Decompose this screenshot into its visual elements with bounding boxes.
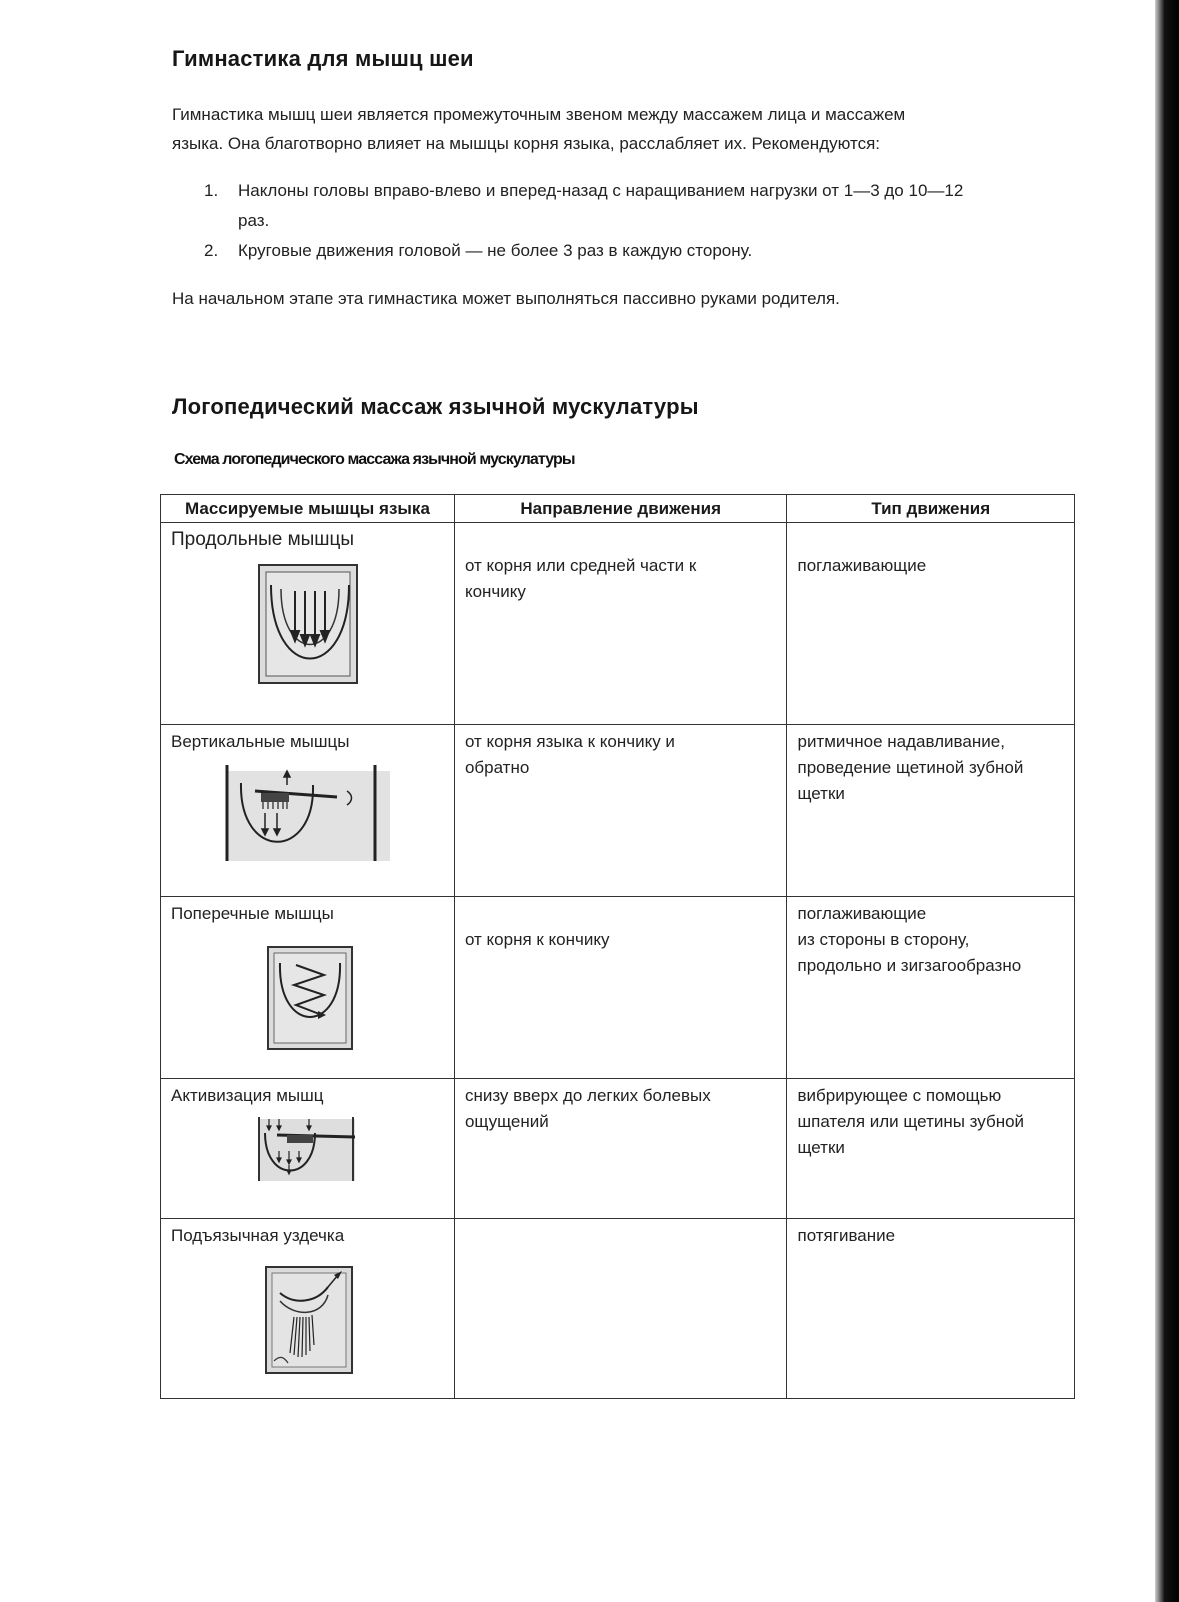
direction-text: снизу вверх до легких болевых [464, 1086, 711, 1105]
type-text: поглаживающие [797, 904, 927, 923]
table-row [161, 725, 1075, 897]
type-text-cont: проведение щетиной зубной [797, 758, 1024, 777]
header-muscles: Массируемые мышцы языка [161, 495, 455, 523]
direction-text: от корня к кончику [464, 930, 610, 949]
type-text-cont: щетки [797, 784, 845, 803]
cell-type [787, 725, 1075, 897]
direction-text-cont: обратно [464, 758, 530, 777]
type-text: вибрирующее с помощью [797, 1086, 1002, 1105]
table-row [161, 897, 1075, 1079]
massage-schema-table [160, 494, 1075, 1399]
type-text: потягивание [797, 1226, 896, 1245]
type-text-cont: шпателя или щетины зубной [797, 1112, 1025, 1131]
cell-direction [454, 897, 787, 1079]
cell-direction-empty [454, 1219, 787, 1399]
muscle-name: Поперечные мышцы [171, 904, 334, 923]
header-direction: Направление движения [454, 495, 787, 523]
cell-direction [454, 1079, 787, 1219]
note-paragraph: На начальном этапе эта гимнастика может выполняться пассивно руками родителя. [172, 289, 840, 308]
list-text: Круговые движения головой — не более 3 раз в каждую сторону. [238, 241, 753, 260]
intro-paragraph [172, 100, 1052, 158]
list-number: 1. [204, 181, 219, 200]
longitudinal-massage-diagram [257, 563, 361, 687]
list-text-cont: раз. [238, 211, 270, 230]
activation-vibration-diagram [257, 1115, 357, 1183]
muscle-name: Продольные мышцы [171, 529, 355, 550]
table-header-row [161, 495, 1075, 523]
type-text-cont: продольно и зигзагообразно [797, 956, 1022, 975]
direction-text-cont: ощущений [464, 1112, 549, 1131]
list-item [172, 176, 1072, 236]
table-caption: Схема логопедического массажа язычной мускулатуры [174, 451, 575, 468]
page-edge-shadow [1155, 0, 1179, 1602]
list-item [172, 236, 1072, 266]
muscle-name: Вертикальные мышцы [171, 732, 350, 751]
table-row [161, 1219, 1075, 1399]
cell-type [787, 897, 1075, 1079]
section-title-tongue: Логопедический массаж язычной мускулатуры [172, 394, 699, 419]
direction-text-cont: кончику [464, 582, 526, 601]
vertical-massage-toothbrush-diagram [225, 765, 391, 863]
cell-type [787, 1219, 1075, 1399]
muscle-name: Активизация мышц [171, 1086, 324, 1105]
exercise-list [172, 176, 1072, 266]
cell-muscle [161, 725, 455, 897]
type-text-cont: щетки [797, 1138, 845, 1157]
table-row [161, 1079, 1075, 1219]
cell-muscle [161, 897, 455, 1079]
cell-muscle [161, 1079, 455, 1219]
cell-muscle [161, 1219, 455, 1399]
cell-muscle [161, 523, 455, 725]
direction-text: от корня или средней части к [464, 556, 697, 575]
header-type: Тип движения [787, 495, 1075, 523]
cell-direction [454, 725, 787, 897]
table-row [161, 523, 1075, 725]
cell-type [787, 523, 1075, 725]
section-title-neck: Гимнастика для мышц шеи [172, 46, 474, 71]
intro-line-2: языка. Она благотворно влияет на мышцы корня языка, расслабляет их. Рекомендуются: [172, 134, 881, 153]
type-text: поглаживающие [797, 556, 927, 575]
transverse-zigzag-diagram [266, 945, 354, 1051]
list-number: 2. [204, 241, 219, 260]
muscle-name: Подъязычная уздечка [171, 1226, 345, 1245]
type-text: ритмичное надавливание, [797, 732, 1005, 751]
frenulum-stretch-diagram [264, 1265, 354, 1375]
cell-type [787, 1079, 1075, 1219]
type-text-cont: из стороны в сторону, [797, 930, 970, 949]
list-text: Наклоны головы вправо-влево и вперед-назад с наращиванием нагрузки от 1—3 до 10—12 [238, 181, 964, 200]
cell-direction [454, 523, 787, 725]
intro-line-1: Гимнастика мышц шеи является промежуточным звеном между массажем лица и массажем [172, 105, 906, 124]
direction-text: от корня языка к кончику и [464, 732, 675, 751]
